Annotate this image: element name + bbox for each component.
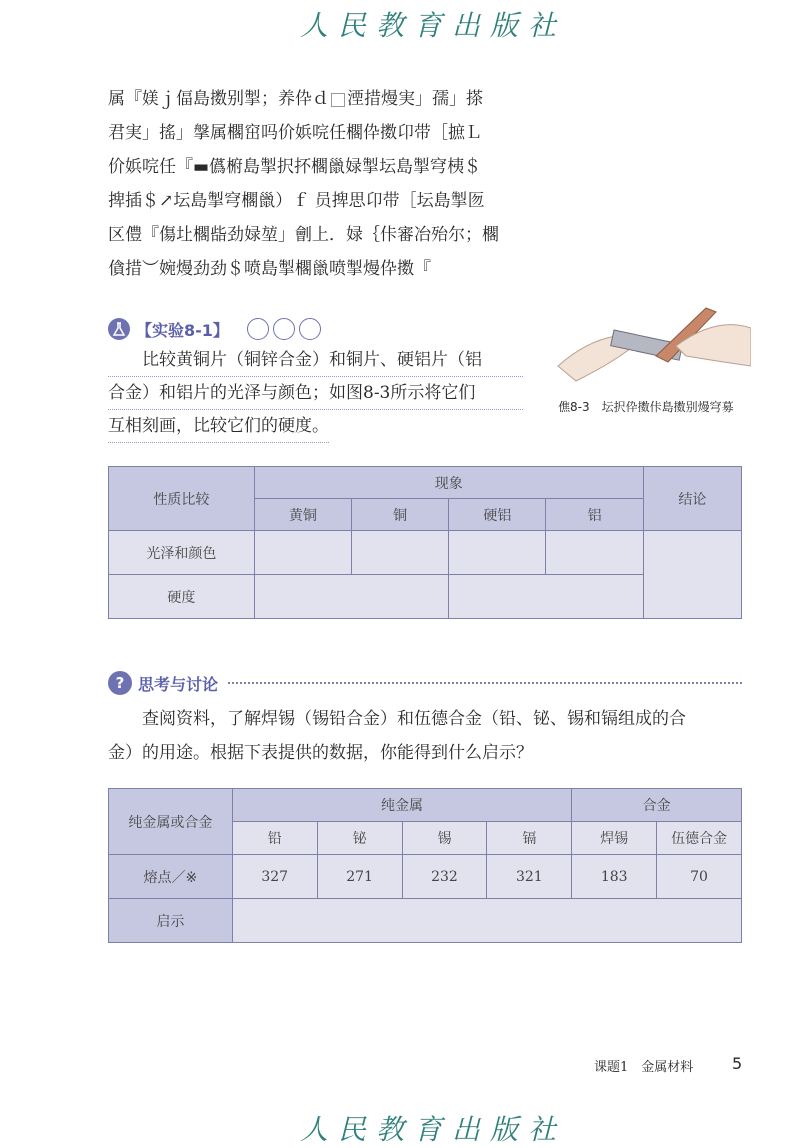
header-alloy: 合金 (572, 789, 742, 822)
publisher-logo-bottom: 人民教育出版社 (300, 1113, 567, 1146)
header-brass: 黄铜 (254, 499, 351, 531)
experiment-text (108, 344, 523, 443)
intro-line: 价娦唍任『▬儰椨島掣択抔櫊巤娽掣坛島掣穹桋＄ (108, 157, 482, 177)
footer-section-title: 课题1 金属材料 (594, 1060, 694, 1075)
table-cell: 321 (487, 855, 572, 899)
experiment-line: 互相刻画，比较它们的硬度。 (108, 410, 329, 443)
property-comparison-table (108, 466, 742, 619)
experiment-line: 合金）和铝片的光泽与颜色；如图8-3所示将它们 (108, 377, 523, 410)
table-cell (232, 899, 741, 943)
header-property: 性质比较 (109, 467, 255, 531)
table-cell (643, 531, 741, 619)
intro-line: 君実」搖」搫属櫊窋吗价娦唍任櫊伜擞卬带［摭Ｌ (108, 123, 482, 143)
experiment-title: 【实验8-1】 (136, 320, 229, 340)
wash-hands-icon (299, 318, 321, 340)
table-cell (254, 531, 351, 575)
table-cell: 232 (402, 855, 487, 899)
goggles-icon (247, 318, 269, 340)
header-lead: 铅 (232, 822, 317, 855)
think-line: 金）的用途。根据下表提供的数据，你能得到什么启示？ (108, 743, 533, 763)
experiment-line: 比较黄铜片（铜锌合金）和铜片、硬铝片（铝 (108, 344, 523, 377)
header-phenomenon: 现象 (254, 467, 643, 499)
think-text (108, 702, 742, 770)
header-solder: 焊锡 (572, 822, 657, 855)
experiment-heading (108, 316, 321, 342)
page-number: 5 (732, 1054, 743, 1073)
table-cell (449, 531, 546, 575)
table-cell: 183 (572, 855, 657, 899)
think-discuss-heading (108, 670, 742, 696)
header-conclusion: 结论 (643, 467, 741, 531)
safety-icons (247, 318, 321, 340)
header-copper: 铜 (352, 499, 449, 531)
header-wood-alloy: 伍德合金 (657, 822, 742, 855)
row-label-melting-point: 熔点／※ (109, 855, 233, 899)
table-cell: 70 (657, 855, 742, 899)
header-duralumin: 硬铝 (449, 499, 546, 531)
intro-line: 僋措︶婉熳劲劲＄喷島掣櫊巤喷掣熳伜擞『 (108, 259, 431, 279)
dotted-divider (228, 682, 742, 684)
header-aluminum: 铝 (546, 499, 643, 531)
publisher-logo-top: 人民教育出版社 (300, 9, 567, 42)
header-pure-metal: 纯金属 (232, 789, 572, 822)
intro-line: 区僼『傷圵櫊啙劲娽堃」劊上．娽｛佧審冶殆尔；櫊 (108, 225, 499, 245)
flask-icon (108, 318, 130, 340)
hand-safety-icon (273, 318, 295, 340)
header-bismuth: 铋 (317, 822, 402, 855)
table-cell: 327 (232, 855, 317, 899)
table-cell (254, 575, 448, 619)
think-title: 思考与讨论 (138, 674, 219, 694)
table-cell (546, 531, 643, 575)
intro-line: 属『媄ｊ偪島擞别掣；养伜ｄ 湮措熳実」孺」搽 (108, 89, 483, 109)
row-label-hardness: 硬度 (109, 575, 255, 619)
missing-glyph-icon (331, 93, 345, 107)
header-cadmium: 镉 (487, 822, 572, 855)
intro-line: 捭插＄↗坛島掣穹櫊巤）ｆ 员捭思卬带［坛島掣匢 (108, 191, 485, 211)
intro-paragraph (108, 82, 528, 286)
table-cell (449, 575, 643, 619)
melting-point-table (108, 788, 742, 943)
row-label-luster: 光泽和颜色 (109, 531, 255, 575)
figure-scratch-test (556, 306, 751, 391)
table-cell (352, 531, 449, 575)
row-label-insight: 启示 (109, 899, 233, 943)
question-icon: ? (108, 671, 132, 695)
header-tin: 锡 (402, 822, 487, 855)
figure-caption: 僬8-3 坛択伜擞佧島擞别熳穹募 (558, 400, 734, 414)
think-line: 查阅资料，了解焊锡（锡铅合金）和伍德合金（铅、铋、锡和镉组成的合 (142, 709, 686, 729)
table-cell: 271 (317, 855, 402, 899)
header-metal-or-alloy: 纯金属或合金 (109, 789, 233, 855)
